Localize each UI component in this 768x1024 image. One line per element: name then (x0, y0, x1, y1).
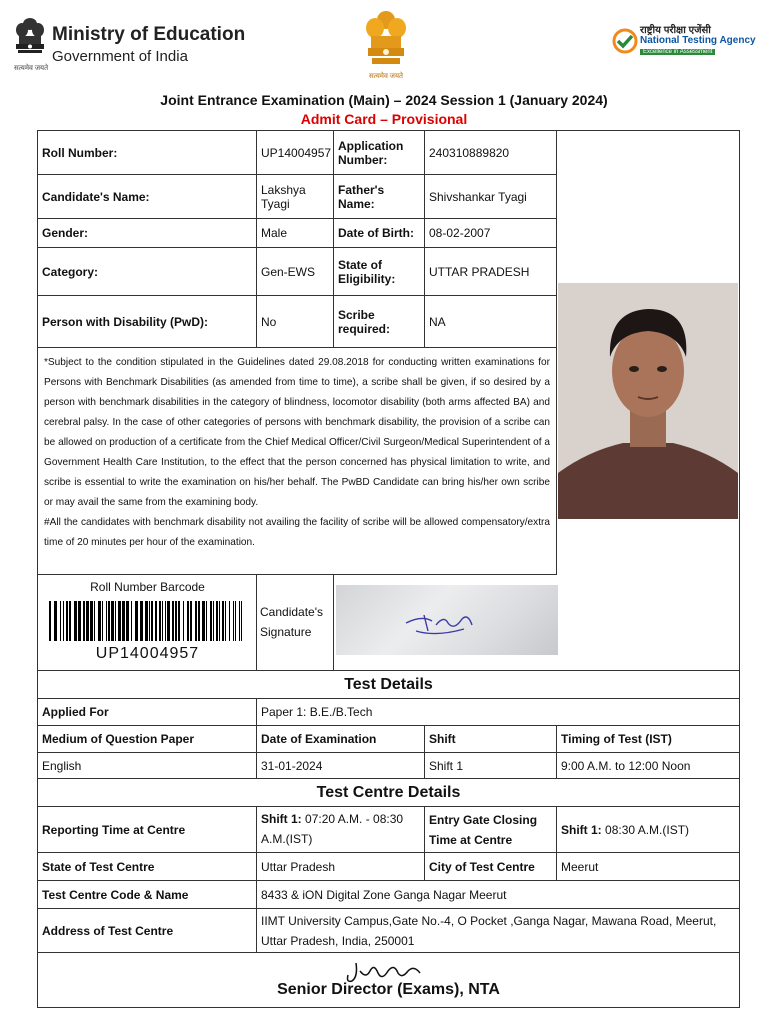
candidate-name-label: Candidate's Name: (38, 175, 257, 219)
barcode-bar (162, 601, 163, 641)
barcode-bar (206, 601, 207, 641)
pwd-value: No (257, 296, 334, 348)
dob-label: Date of Birth: (334, 219, 425, 248)
barcode-bar (190, 601, 192, 641)
ministry-subtitle: Government of India (52, 48, 188, 65)
exam-title: Joint Entrance Examination (Main) – 2024 Session 1 (January 2024) (160, 92, 608, 108)
barcode-bar (167, 601, 170, 641)
gate-shift-label: Shift 1: (561, 822, 602, 837)
national-emblem-icon (12, 14, 48, 70)
barcode-bar (115, 601, 116, 641)
barcode-bar (90, 601, 93, 641)
barcode-bar (216, 601, 218, 641)
barcode-bar (145, 601, 148, 641)
scribe-value: NA (425, 296, 557, 348)
reporting-shift-label: Shift 1: (261, 812, 302, 826)
father-name-value: Shivshankar Tyagi (425, 175, 557, 219)
gate-closing-cell (557, 807, 739, 853)
barcode-bar (54, 601, 57, 641)
barcode-bar (178, 601, 180, 641)
barcode-bar (183, 601, 184, 641)
nta-hindi-name: राष्ट्रीय परीक्षा एजेंसी (640, 25, 711, 36)
center-emblem-block (360, 6, 412, 80)
barcode-bar (106, 601, 107, 641)
barcode-bar (94, 601, 95, 641)
gate-closing-label: Entry Gate Closing Time at Centre (425, 807, 557, 853)
reporting-time-value: 07:20 A.M. - 08:30 A.M.(IST) (261, 812, 404, 846)
barcode-bar (78, 601, 81, 641)
centre-state-label: State of Test Centre (38, 853, 257, 881)
candidate-signature-label: Candidate's Signature (257, 575, 334, 671)
barcode-bar (235, 601, 236, 641)
golden-emblem-icon (360, 6, 412, 72)
barcode-bar (213, 601, 214, 641)
candidate-portrait-image (558, 283, 738, 519)
nta-tagline: Excellence in Assessment (640, 49, 715, 55)
barcode-bar (165, 601, 166, 641)
signature-paper (336, 585, 558, 655)
barcode-box (38, 575, 257, 671)
barcode-bar (225, 601, 226, 641)
barcode-bar (74, 601, 77, 641)
centre-state-value: Uttar Pradesh (257, 853, 425, 881)
barcode-bar (195, 601, 197, 641)
test-details-heading: Test Details (38, 671, 739, 699)
medium-label: Medium of Question Paper (38, 726, 257, 753)
centre-city-value: Meerut (557, 853, 739, 881)
barcode-bar (66, 601, 68, 641)
barcode-bar (241, 601, 242, 641)
date-of-exam-label: Date of Examination (257, 726, 425, 753)
date-of-exam-value: 31-01-2024 (257, 753, 425, 779)
pwd-scribe-notice (38, 348, 557, 575)
barcode-caption: Roll Number Barcode (90, 580, 205, 594)
barcode-bar (69, 601, 71, 641)
barcode-bar (202, 601, 205, 641)
medium-value: English (38, 753, 257, 779)
centre-code-label: Test Centre Code & Name (38, 881, 257, 909)
roll-number-value: UP14004957 (257, 131, 334, 175)
applied-for-value: Paper 1: B.E./B.Tech (257, 699, 739, 726)
center-motto: सत्यमेव जयते (368, 73, 404, 80)
barcode-bar (118, 601, 121, 641)
ministry-logo-block (12, 14, 272, 74)
candidate-name-value: Lakshya Tyagi (257, 175, 334, 219)
barcode-bar (187, 601, 189, 641)
nta-logo-icon (612, 28, 638, 54)
pwd-label: Person with Disability (PwD): (38, 296, 257, 348)
test-centre-heading: Test Centre Details (38, 779, 739, 807)
ministry-title: Ministry of Education (52, 24, 246, 45)
barcode-bar (140, 601, 143, 641)
centre-address-value: IIMT University Campus,Gate No.-4, O Pocket ,Ganga Nagar, Mawana Road, Meerut, Uttar Pradesh, India, 250001 (257, 909, 739, 953)
notice-paragraph-2: #All the candidates with benchmark disability not availing the facility of scribe will be allowed compensatory/extra time of 20 minutes per hour of the examination. (44, 517, 550, 548)
admit-card-subtitle: Admit Card – Provisional (300, 111, 468, 127)
barcode-bar (229, 601, 230, 641)
barcode-bar (233, 601, 234, 641)
centre-code-value: 8433 & iON Digital Zone Ganga Nagar Meerut (257, 881, 739, 909)
scribe-label: Scribe required: (334, 296, 425, 348)
barcode-bar (102, 601, 103, 641)
centre-city-label: City of Test Centre (425, 853, 557, 881)
shift-label: Shift (425, 726, 557, 753)
barcode-bar (239, 601, 240, 641)
application-number-label: Application Number: (334, 131, 425, 175)
barcode-number: UP14004957 (95, 645, 200, 662)
barcode-bar (210, 601, 212, 641)
barcode-bar (198, 601, 200, 641)
barcode-bar (135, 601, 138, 641)
dob-value: 08-02-2007 (425, 219, 557, 248)
barcode-bar (222, 601, 224, 641)
barcode-bar (155, 601, 157, 641)
barcode-bar (172, 601, 174, 641)
gate-closing-value: 08:30 A.M.(IST) (605, 822, 690, 837)
state-eligibility-label: State of Eligibility: (334, 248, 425, 296)
application-number-value: 240310889820 (425, 131, 557, 175)
barcode-bar (159, 601, 161, 641)
barcode-bar (49, 601, 51, 641)
page-header (0, 0, 768, 88)
barcode-bar (86, 601, 89, 641)
barcode-bar (108, 601, 110, 641)
reporting-time-label: Reporting Time at Centre (38, 807, 257, 853)
barcode-bar (63, 601, 64, 641)
applied-for-label: Applied For (38, 699, 257, 726)
roll-number-label: Roll Number: (38, 131, 257, 175)
authority-footer (38, 953, 739, 1007)
nta-english-name: National Testing Agency (640, 35, 756, 46)
centre-address-label: Address of Test Centre (38, 909, 257, 953)
shift-value: Shift 1 (425, 753, 557, 779)
state-eligibility-value: UTTAR PRADESH (425, 248, 557, 296)
admit-card-frame (37, 130, 740, 1008)
timing-label: Timing of Test (IST) (557, 726, 739, 753)
barcode-bar (83, 601, 85, 641)
signature-scribble (336, 585, 558, 655)
barcode-bar (111, 601, 114, 641)
category-label: Category: (38, 248, 257, 296)
barcode-bar (219, 601, 220, 641)
barcode-bar (149, 601, 150, 641)
notice-paragraph-1: *Subject to the condition stipulated in the Guidelines dated 29.08.2018 for conducting written examinations for Persons with Benchmark Disabilities (as amended from time to time), a scribe shall be given, if so desired by a person with benchmark disabilities in the category of blindness, locomotor disability (both arms affected BA) and cerebral palsy. In the case of other categories of persons with benchmark disability, the provision of a scribe can be allowed on production of a certificate from the Chief Medical Officer/Civil Surgeon/Medical Superintendent of a Government Health Care Institution, to the effect that the person concerned has physical limitation to write, and scribe is essential to write the examination on his/her behalf. The PwBD Candidate can bring his/her own scribe or may avail the same from the examining body. (44, 357, 550, 508)
barcode-bar (175, 601, 177, 641)
authority-designation: Senior Director (Exams), NTA (277, 981, 500, 998)
barcode-bar (151, 601, 153, 641)
roll-number-barcode (49, 601, 247, 641)
barcode-bar (122, 601, 125, 641)
reporting-time-cell (257, 807, 425, 853)
timing-value: 9:00 A.M. to 12:00 Noon (557, 753, 739, 779)
barcode-bar (126, 601, 129, 641)
barcode-bar (60, 601, 61, 641)
barcode-bar (131, 601, 132, 641)
gender-value: Male (257, 219, 334, 248)
nta-logo-block (612, 22, 768, 70)
father-name-label: Father's Name: (334, 175, 425, 219)
gender-label: Gender: (38, 219, 257, 248)
category-value: Gen-EWS (257, 248, 334, 296)
ministry-motto: सत्यमेव जयते (14, 65, 49, 72)
barcode-bar (98, 601, 101, 641)
candidate-photo (558, 283, 738, 519)
candidate-signature-image (334, 575, 739, 671)
